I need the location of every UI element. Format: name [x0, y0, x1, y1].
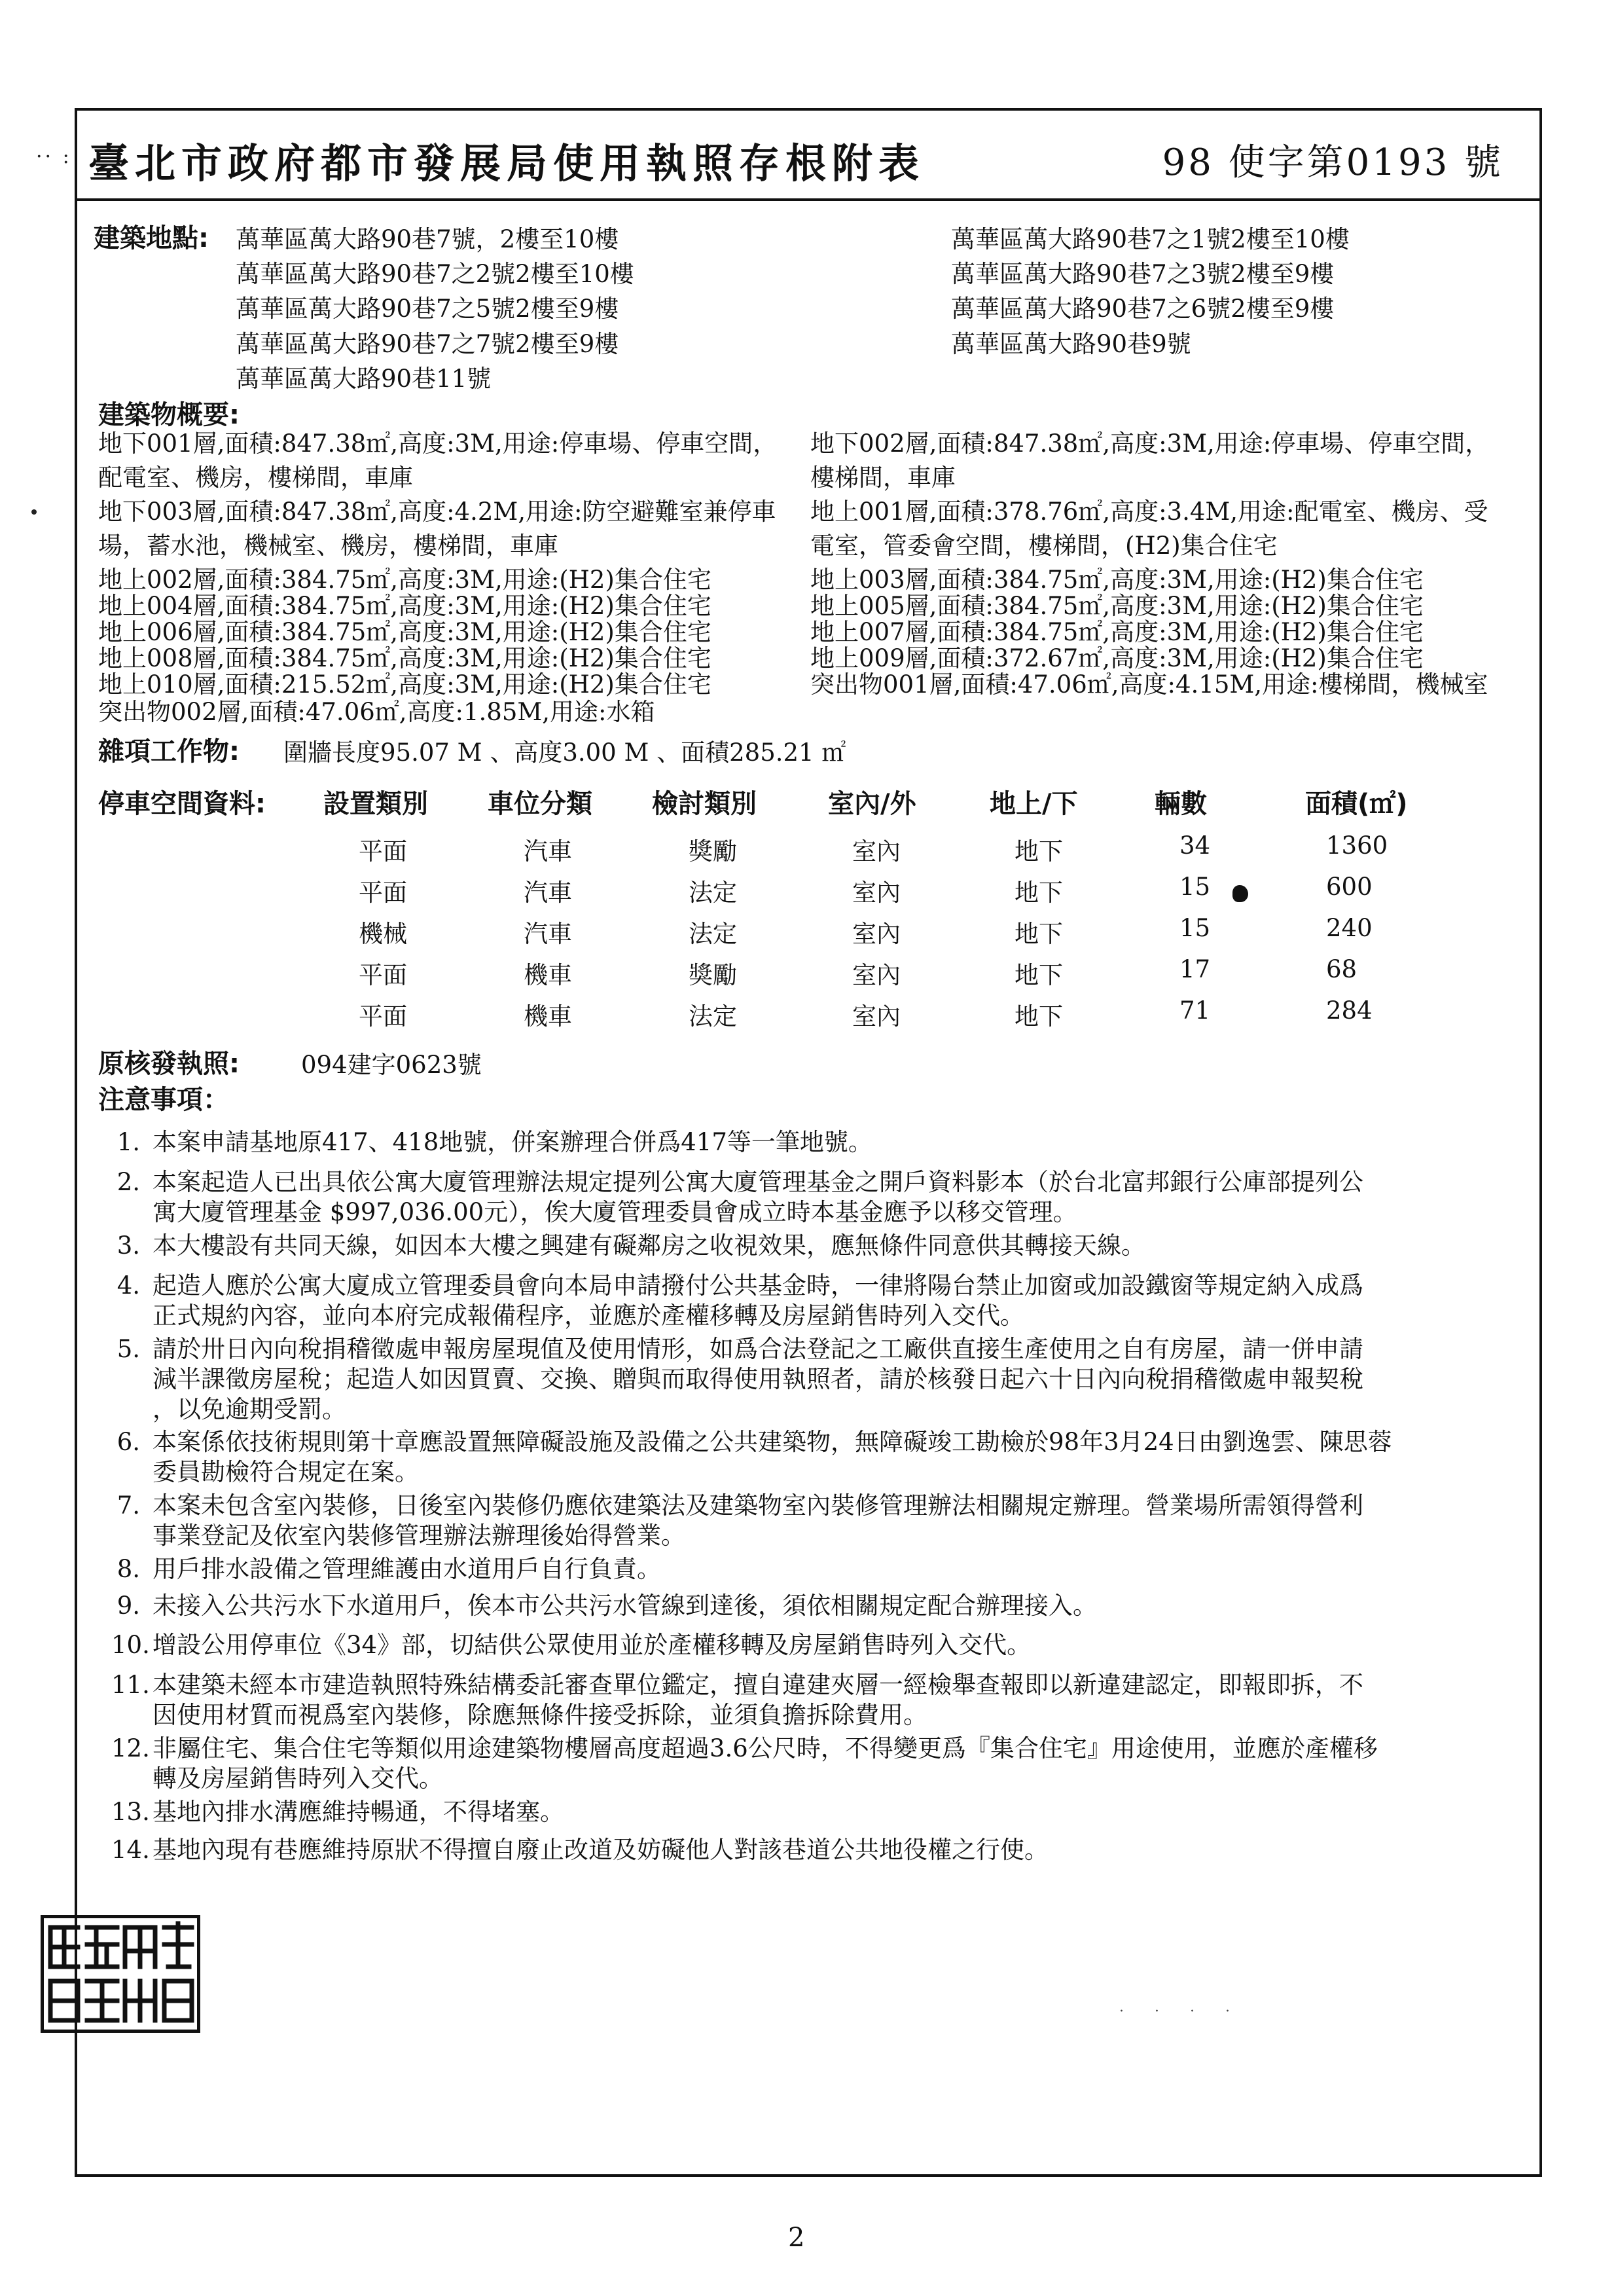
parking-cell: 71 [1179, 996, 1211, 1025]
parking-cell: 獎勵 [689, 961, 737, 989]
note-line: 本建築未經本市建造執照特殊結構委託審查單位鑑定，擅自違建夾層一經檢舉查報即以新違建認定，即報即拆，不 [153, 1671, 1363, 1699]
site-address: 萬華區萬大路90巷7之5號2樓至9樓 [236, 295, 619, 323]
note-line: 本案起造人已出具依公寓大廈管理辦法規定提列公寓大廈管理基金之開戶資料影本（於台北富邦銀行公庫部提列公 [153, 1168, 1363, 1196]
parking-cell: 15 [1179, 873, 1211, 901]
parking-cell: 17 [1179, 955, 1211, 983]
parking-cell: 汽車 [524, 879, 572, 907]
note-item [111, 1554, 1532, 1584]
overview-line: 地上009層,面積:372.67㎡,高度:3M,用途:(H2)集合住宅 [810, 644, 1424, 672]
ink-blot [1232, 885, 1248, 902]
parking-cell: 68 [1326, 955, 1357, 983]
parking-cell: 室內 [852, 961, 901, 989]
note-text [153, 1835, 1532, 1865]
overview-line: 場，蓄水池，機械室、機房，樓梯間，車庫 [98, 532, 558, 560]
note-text [153, 1554, 1532, 1584]
parking-cell: 284 [1326, 996, 1373, 1025]
note-line: 寓大廈管理基金 $997,036.00元），俟大廈管理委員會成立時本基金應予以移交管理。 [153, 1198, 1077, 1226]
note-item [111, 1231, 1532, 1261]
parking-cell: 機械 [359, 920, 407, 948]
note-line: 本案係依技術規則第十章應設置無障礙設施及設備之公共建築物，無障礙竣工勘檢於98年3月24日由劉逸雲、陳思蓉 [153, 1428, 1392, 1456]
overview-label: 建築物概要: [98, 400, 240, 430]
note-item [111, 1167, 1532, 1228]
parking-cell: 34 [1179, 831, 1211, 860]
parking-cell: 地下 [1015, 837, 1063, 866]
site-address: 萬華區萬大路90巷7號，2樓至10樓 [236, 225, 619, 253]
note-item [111, 1591, 1532, 1621]
overview-line: 地上002層,面積:384.75㎡,高度:3M,用途:(H2)集合住宅 [98, 566, 711, 594]
note-number: 13. [111, 1798, 150, 1826]
note-line: 增設公用停車位《34》部，切結供公眾使用並於產權移轉及房屋銷售時列入交代。 [153, 1631, 1032, 1659]
parking-header: 檢討類別 [652, 789, 757, 819]
note-item [111, 1491, 1532, 1551]
note-line: 委員勘檢符合規定在案。 [153, 1458, 419, 1486]
parking-cell: 600 [1326, 873, 1373, 901]
note-text [153, 1427, 1532, 1487]
parking-cell: 室內 [852, 879, 901, 907]
site-address: 萬華區萬大路90巷7之3號2樓至9樓 [951, 260, 1335, 288]
note-text [153, 1231, 1532, 1261]
note-text [153, 1167, 1532, 1228]
note-line: 轉及房屋銷售時列入交代。 [153, 1764, 443, 1793]
note-number: 1. [117, 1128, 140, 1156]
parking-header: 面積(㎡) [1305, 789, 1408, 819]
note-number: 7. [117, 1491, 140, 1520]
original-permit-value: 094建字0623號 [301, 1051, 482, 1079]
note-line: 本大樓設有共同天線，如因本大樓之興建有礙鄰房之收視效果，應無條件同意供其轉接天線。 [153, 1231, 1145, 1260]
note-number: 4. [117, 1271, 140, 1300]
parking-cell: 平面 [359, 1002, 407, 1030]
parking-cell: 汽車 [524, 837, 572, 866]
overview-line: 地上006層,面積:384.75㎡,高度:3M,用途:(H2)集合住宅 [98, 618, 711, 646]
overview-line: 地上005層,面積:384.75㎡,高度:3M,用途:(H2)集合住宅 [810, 592, 1424, 620]
overview-line: 電室，管委會空間，樓梯間，(H2)集合住宅 [810, 532, 1278, 560]
parking-header: 設置類別 [323, 789, 428, 819]
parking-cell: 15 [1179, 914, 1211, 942]
parking-header: 輛數 [1155, 789, 1207, 819]
parking-cell: 室內 [852, 837, 901, 866]
overview-line: 配電室、機房，樓梯間，車庫 [98, 464, 413, 492]
note-item [111, 1797, 1532, 1827]
overview-line: 地下001層,面積:847.38㎡,高度:3M,用途:停車場、停車空間， [98, 429, 778, 458]
note-number: 11. [111, 1671, 150, 1699]
note-number: 8. [117, 1555, 140, 1583]
overview-line: 突出物001層,面積:47.06㎡,高度:4.15M,用途:樓梯間，機械室 [810, 670, 1488, 699]
note-number: 3. [117, 1231, 140, 1260]
document-title: 臺北市政府都市發展局使用執照存根附表 [88, 139, 926, 187]
note-number: 10. [111, 1631, 150, 1659]
note-text [153, 1127, 1532, 1157]
note-item [111, 1734, 1532, 1794]
note-line: 請於卅日內向稅捐稽徵處申報房屋現值及使用情形，如爲合法登記之工廠供直接生產使用之自有房屋，請一併申請 [153, 1335, 1363, 1363]
parking-cell: 法定 [689, 920, 737, 948]
overview-line: 地上004層,面積:384.75㎡,高度:3M,用途:(H2)集合住宅 [98, 592, 711, 620]
scan-specks: · · · · [1119, 2003, 1243, 2020]
note-text [153, 1670, 1532, 1730]
note-line: 本案未包含室內裝修，日後室內裝修仍應依建築法及建築物室內裝修管理辦法相關規定辦理。營業場所需領得營利 [153, 1491, 1363, 1520]
note-item [111, 1835, 1532, 1865]
site-address: 萬華區萬大路90巷7之7號2樓至9樓 [236, 330, 619, 358]
overview-line: 地下003層,面積:847.38㎡,高度:4.2M,用途:防空避難室兼停車 [98, 498, 776, 526]
note-line: 起造人應於公寓大廈成立管理委員會向本局申請撥付公共基金時，一律將陽台禁止加窗或加設鐵窗等規定納入成爲 [153, 1271, 1363, 1300]
note-line: 用戶排水設備之管理維護由水道用戶自行負責。 [153, 1555, 661, 1583]
note-item [111, 1670, 1532, 1730]
note-item [111, 1334, 1532, 1425]
note-line: 基地內排水溝應維持暢通，不得堵塞。 [153, 1798, 564, 1826]
parking-cell: 240 [1326, 914, 1373, 942]
parking-cell: 獎勵 [689, 837, 737, 866]
note-number: 14. [111, 1836, 150, 1864]
note-item [111, 1630, 1532, 1660]
seal-graphic [44, 1918, 197, 2030]
parking-cell: 機車 [524, 1002, 572, 1030]
overview-line: 地上008層,面積:384.75㎡,高度:3M,用途:(H2)集合住宅 [98, 644, 711, 672]
note-text [153, 1797, 1532, 1827]
parking-cell: 地下 [1015, 1002, 1063, 1030]
note-text [153, 1630, 1532, 1660]
original-permit-label: 原核發執照: [98, 1049, 240, 1079]
parking-cell: 平面 [359, 837, 407, 866]
overview-line: 樓梯間，車庫 [810, 464, 956, 492]
misc-value: 圍牆長度95.07 M 、高度3.00 M 、面積285.21 ㎡ [283, 738, 846, 767]
official-seal [41, 1915, 200, 2033]
note-line: 正式規約內容，並向本府完成報備程序，並應於產權移轉及房屋銷售時列入交代。 [153, 1302, 1024, 1330]
note-line: 非屬住宅、集合住宅等類似用途建築物樓層高度超過3.6公尺時，不得變更爲『集合住宅』用途使用，並應於產權移 [153, 1734, 1378, 1762]
site-address: 萬華區萬大路90巷7之2號2樓至10樓 [236, 260, 634, 288]
parking-cell: 機車 [524, 961, 572, 989]
note-number: 2. [117, 1168, 140, 1196]
note-line: 基地內現有巷應維持原狀不得擅自廢止改道及妨礙他人對該巷道公共地役權之行使。 [153, 1836, 1049, 1864]
note-line: 本案申請基地原417、418地號，併案辦理合併爲417等一筆地號。 [153, 1128, 872, 1156]
parking-cell: 室內 [852, 1002, 901, 1030]
site-address: 萬華區萬大路90巷7之6號2樓至9樓 [951, 295, 1335, 323]
parking-header: 室內/外 [828, 789, 916, 819]
overview-line: 地上007層,面積:384.75㎡,高度:3M,用途:(H2)集合住宅 [810, 618, 1424, 646]
parking-cell: 平面 [359, 961, 407, 989]
overview-line: 地上001層,面積:378.76㎡,高度:3.4M,用途:配電室、機房、受 [810, 498, 1488, 526]
parking-header: 地上/下 [990, 789, 1078, 819]
note-item [111, 1271, 1532, 1331]
overview-line: 地上010層,面積:215.52㎡,高度:3M,用途:(H2)集合住宅 [98, 670, 711, 699]
page-number: 2 [788, 2223, 805, 2253]
site-address: 萬華區萬大路90巷9號 [951, 330, 1191, 358]
parking-label: 停車空間資料: [98, 789, 266, 819]
site-address: 萬華區萬大路90巷7之1號2樓至10樓 [951, 225, 1350, 253]
note-text [153, 1491, 1532, 1551]
note-line: 減半課徵房屋稅；起造人如因買賣、交換、贈與而取得使用執照者，請於核發日起六十日內向稅捐稽徵處申報契稅 [153, 1365, 1363, 1393]
parking-cell: 室內 [852, 920, 901, 948]
parking-cell: 法定 [689, 879, 737, 907]
note-number: 9. [117, 1592, 140, 1620]
note-number: 6. [117, 1428, 140, 1456]
note-text [153, 1334, 1532, 1425]
note-line: ，以免逾期受罰。 [153, 1395, 346, 1423]
site-label: 建築地點: [94, 223, 209, 253]
note-number: 12. [111, 1734, 150, 1762]
overview-line: 突出物002層,面積:47.06㎡,高度:1.85M,用途:水箱 [98, 698, 655, 726]
note-item [111, 1127, 1532, 1157]
overview-line: 地上003層,面積:384.75㎡,高度:3M,用途:(H2)集合住宅 [810, 566, 1424, 594]
note-line: 因使用材質而視爲室內裝修，除應無條件接受拆除，並須負擔拆除費用。 [153, 1701, 927, 1729]
permit-number: 98 使字第0193 號 [1162, 141, 1503, 184]
parking-cell: 地下 [1015, 879, 1063, 907]
site-address: 萬華區萬大路90巷11號 [236, 365, 492, 393]
parking-cell: 地下 [1015, 961, 1063, 989]
note-line: 未接入公共污水下水道用戶，俟本市公共污水管線到達後，須依相關規定配合辦理接入。 [153, 1592, 1097, 1620]
parking-cell: 地下 [1015, 920, 1063, 948]
parking-header: 車位分類 [488, 789, 592, 819]
note-line: 事業登記及依室內裝修管理辦法辦理後始得營業。 [153, 1522, 685, 1550]
margin-marks: ·· : [36, 145, 72, 168]
scan-speck [31, 509, 37, 515]
parking-cell: 法定 [689, 1002, 737, 1030]
note-number: 5. [117, 1335, 140, 1363]
note-text [153, 1271, 1532, 1331]
note-text [153, 1591, 1532, 1621]
parking-cell: 汽車 [524, 920, 572, 948]
parking-cell: 1360 [1326, 831, 1388, 860]
note-text [153, 1734, 1532, 1794]
parking-cell: 平面 [359, 879, 407, 907]
notes-label: 注意事項： [98, 1085, 229, 1115]
note-item [111, 1427, 1532, 1487]
overview-line: 地下002層,面積:847.38㎡,高度:3M,用途:停車場、停車空間， [810, 429, 1490, 458]
misc-label: 雜項工作物: [98, 737, 240, 767]
